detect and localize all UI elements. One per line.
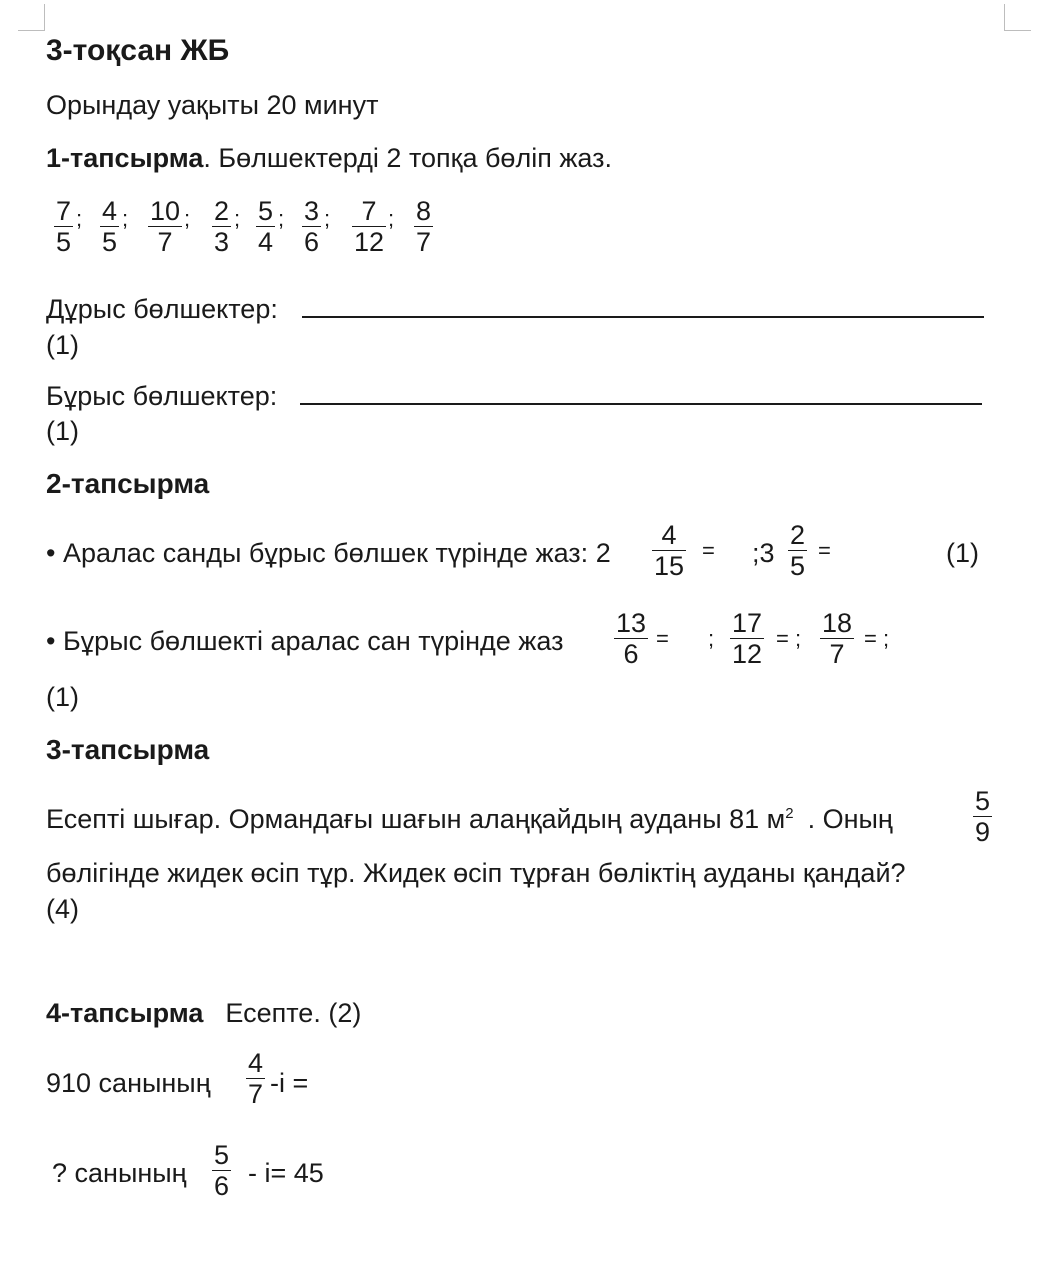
task4-row2-text: ? санының [52, 1158, 187, 1188]
equals-sign: = ; [864, 626, 890, 651]
fraction-numerator: 5 [975, 786, 991, 816]
task4-row1-text: 910 санының [46, 1068, 211, 1098]
task3-line1-end: . Оның [807, 804, 893, 834]
page-title: 3-тоқсан ЖБ [46, 34, 230, 67]
improper-points: (1) [46, 416, 79, 446]
task3-line1 [46, 804, 893, 835]
task1-fraction [256, 196, 275, 257]
fraction-denominator: 9 [975, 817, 991, 847]
task2-item2-fraction3 [820, 608, 854, 669]
fraction-numerator: 2 [214, 196, 230, 226]
task1-fraction [148, 196, 182, 257]
square-exponent: 2 [785, 805, 794, 822]
fraction-numerator: 7 [56, 196, 72, 226]
proper-points: (1) [46, 330, 79, 360]
task2-item1-points: (1) [946, 538, 979, 568]
fraction-denominator: 7 [416, 227, 432, 257]
task1-fraction [414, 196, 433, 257]
task1-heading [46, 143, 612, 174]
improper-answer-line[interactable] [300, 403, 982, 405]
task1-fraction [352, 196, 386, 257]
fraction-separator: ; [324, 206, 331, 231]
task1-label: 1-тапсырма [46, 143, 204, 173]
corner-mark-right [1004, 4, 1031, 31]
task3-line1-text: Есепті шығар. Ормандағы шағын алаңқайдың ауданы 81 м [46, 804, 786, 834]
fraction-separator: ; [388, 206, 395, 231]
fraction-numerator: 8 [416, 196, 432, 226]
task3-line2: бөлігінде жидек өсіп тұр. Жидек өсіп тұрған бөліктің ауданы қандай? [46, 858, 906, 888]
time-note: Орындау уақыты 20 минут [46, 90, 379, 120]
corner-mark-left [18, 4, 45, 31]
task3-heading: 3-тапсырма [46, 734, 210, 765]
task2-item1-fraction1 [652, 520, 686, 581]
task2-item1-text: • Аралас санды бұрыс бөлшек түрінде жаз: 2 [46, 538, 611, 568]
fraction-separator: ; [122, 206, 129, 231]
semicolon: ; [708, 626, 715, 651]
task4-text: Есепте. (2) [225, 998, 362, 1028]
equals-sign: = [656, 626, 669, 651]
fraction-numerator: 3 [304, 196, 320, 226]
task3-fraction [973, 786, 992, 847]
task2-item1-fraction2 [788, 520, 807, 581]
fraction-denominator: 4 [258, 227, 274, 257]
task1-fraction [212, 196, 231, 257]
task3-points: (4) [46, 894, 79, 924]
fraction-separator: ; [234, 206, 241, 231]
task2-item2-fraction1 [614, 608, 648, 669]
fraction-numerator: 4 [102, 196, 118, 226]
fraction-numerator: 2 [790, 520, 806, 550]
fraction-denominator: 7 [157, 227, 173, 257]
fraction-denominator: 5 [102, 227, 118, 257]
fraction-denominator: 5 [790, 551, 806, 581]
task1-text: . Бөлшектерді 2 топқа бөліп жаз. [203, 143, 612, 173]
fraction-numerator: 17 [732, 608, 763, 638]
fraction-numerator: 13 [616, 608, 647, 638]
fraction-numerator: 5 [214, 1140, 230, 1170]
fraction-denominator: 12 [732, 639, 763, 669]
fraction-denominator: 7 [248, 1079, 264, 1109]
task2-item1-mid: ;3 [752, 538, 775, 568]
task1-fraction [54, 196, 73, 257]
task4-row2-fraction [212, 1140, 231, 1201]
fraction-numerator: 7 [361, 196, 377, 226]
fraction-denominator: 7 [829, 639, 845, 669]
task1-fraction [302, 196, 321, 257]
fraction-numerator: 10 [150, 196, 181, 226]
fraction-separator: ; [184, 206, 191, 231]
equals-sign: = ; [776, 626, 802, 651]
task2-heading: 2-тапсырма [46, 468, 210, 499]
fraction-denominator: 15 [654, 551, 685, 581]
fraction-denominator: 5 [56, 227, 72, 257]
task4-row1-end: -і = [270, 1068, 309, 1098]
fraction-denominator: 12 [354, 227, 385, 257]
fraction-separator: ; [76, 206, 83, 231]
task2-item2-text: • Бұрыс бөлшекті аралас сан түрінде жаз [46, 626, 564, 656]
fraction-denominator: 6 [304, 227, 320, 257]
fraction-separator: ; [278, 206, 285, 231]
fraction-denominator: 3 [214, 227, 230, 257]
fraction-denominator: 6 [214, 1171, 230, 1201]
task4-row2-end: - і= 45 [248, 1158, 324, 1188]
task4-row1-fraction [246, 1048, 265, 1109]
task1-fraction [100, 196, 119, 257]
task2-item2-fraction2 [730, 608, 764, 669]
proper-answer-line[interactable] [302, 316, 984, 318]
proper-label: Дұрыс бөлшектер: [46, 294, 278, 324]
task4-heading [46, 998, 361, 1029]
fraction-numerator: 18 [822, 608, 853, 638]
equals-sign: = [702, 538, 715, 563]
equals-sign: = [818, 538, 831, 563]
fraction-numerator: 4 [661, 520, 677, 550]
improper-label: Бұрыс бөлшектер: [46, 381, 278, 411]
fraction-numerator: 4 [248, 1048, 264, 1078]
fraction-denominator: 6 [623, 639, 639, 669]
fraction-numerator: 5 [258, 196, 274, 226]
task2-item2-points: (1) [46, 682, 79, 712]
task4-label: 4-тапсырма [46, 998, 204, 1028]
